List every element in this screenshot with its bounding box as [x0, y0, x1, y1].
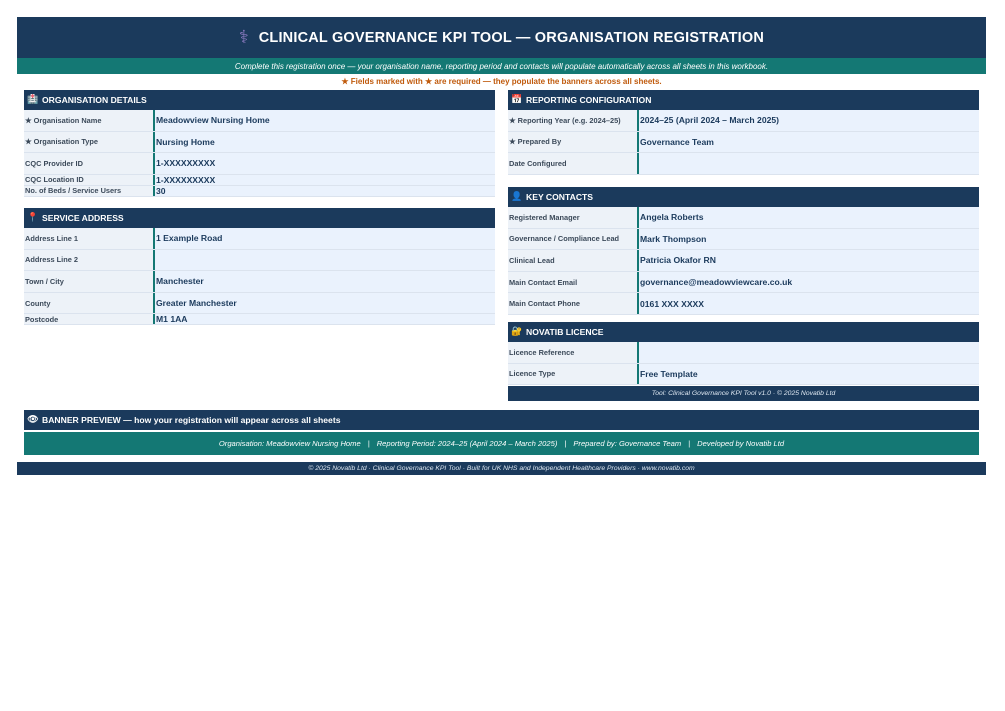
section-title: ORGANISATION DETAILS	[42, 95, 147, 105]
form-row	[24, 271, 495, 293]
caduceus-icon: ⚕	[238, 27, 249, 48]
field-label: Licence Reference	[508, 342, 639, 363]
field-label: County	[24, 293, 155, 314]
section-title: NOVATIB LICENCE	[526, 327, 604, 337]
section-header	[24, 208, 495, 228]
address-line-1-field[interactable]: 1 Example Road	[155, 228, 495, 249]
form-row	[24, 186, 495, 197]
postcode-field[interactable]: M1 1AA	[155, 314, 495, 324]
licence-section	[508, 322, 979, 401]
lock-icon: 🔐	[511, 327, 523, 337]
section-title: BANNER PREVIEW — how your registration will appear across all sheets	[42, 415, 341, 425]
form-row	[24, 250, 495, 272]
form-row	[24, 293, 495, 315]
section-header	[24, 90, 495, 110]
field-label: Postcode	[24, 314, 155, 324]
hospital-icon: 🏥	[27, 95, 39, 105]
service-address-section	[24, 208, 495, 325]
field-label: ★ Organisation Type	[24, 132, 155, 153]
field-label: ★ Prepared By	[508, 132, 639, 153]
key-contacts-section	[508, 187, 979, 315]
form-row	[24, 132, 495, 154]
registered-manager-field[interactable]: Angela Roberts	[639, 207, 979, 228]
licence-reference-field[interactable]	[639, 342, 979, 363]
field-label: ★ Reporting Year (e.g. 2024–25)	[508, 110, 639, 131]
page-title: CLINICAL GOVERNANCE KPI TOOL — ORGANISATION REGISTRATION	[258, 29, 765, 46]
field-label: Address Line 2	[24, 250, 155, 271]
field-label: Clinical Lead	[508, 250, 639, 271]
form-row	[508, 229, 979, 251]
field-label: ★ Organisation Name	[24, 110, 155, 131]
field-label: Registered Manager	[508, 207, 639, 228]
organisation-name-field[interactable]: Meadowview Nursing Home	[155, 110, 495, 131]
date-configured-field[interactable]	[639, 153, 979, 174]
form-row	[24, 228, 495, 250]
page-subtitle: Complete this registration once — your organisation name, reporting period and contacts will populate automatically across all sheets in this workbook.	[234, 61, 769, 71]
banner-reporting-period: Reporting Period: 2024–25 (April 2024 – March 2025)	[376, 439, 558, 448]
banner-separator: |	[564, 439, 567, 448]
form-row	[508, 132, 979, 154]
field-label: Governance / Compliance Lead	[508, 229, 639, 250]
clinical-lead-field[interactable]: Patricia Okafor RN	[639, 250, 979, 271]
address-line-2-field[interactable]	[155, 250, 495, 271]
field-label: CQC Provider ID	[24, 153, 155, 174]
reporting-configuration-section	[508, 90, 979, 175]
form-row	[508, 272, 979, 294]
banner-developer: Developed by Novatib Ltd	[697, 439, 785, 448]
subtitle-bar	[17, 58, 986, 74]
form-row	[24, 175, 495, 186]
organisation-type-field[interactable]: Nursing Home	[155, 132, 495, 153]
tool-credit: Tool: Clinical Governance KPI Tool v1.0 · © 2025 Novatib Ltd	[508, 386, 979, 401]
cqc-location-id-field[interactable]: 1-XXXXXXXXX	[155, 175, 495, 185]
form-row	[24, 110, 495, 132]
page-footer: © 2025 Novatib Ltd · Clinical Governance KPI Tool · Built for UK NHS and Independent Healthcare Providers · www.novatib.com	[17, 462, 986, 475]
field-label: Main Contact Phone	[508, 293, 639, 314]
form-row	[508, 364, 979, 386]
field-label: Address Line 1	[24, 228, 155, 249]
section-title: REPORTING CONFIGURATION	[526, 95, 652, 105]
county-field[interactable]: Greater Manchester	[155, 293, 495, 314]
person-icon: 👤	[511, 192, 523, 202]
field-label: Date Configured	[508, 153, 639, 174]
eye-icon: 👁	[27, 415, 39, 425]
form-row	[508, 110, 979, 132]
form-row	[508, 153, 979, 175]
organisation-details-section	[24, 90, 495, 197]
section-header	[508, 187, 979, 207]
field-label: Town / City	[24, 271, 155, 292]
form-row	[508, 293, 979, 315]
banner-preview	[24, 432, 979, 455]
cqc-provider-id-field[interactable]: 1-XXXXXXXXX	[155, 153, 495, 174]
form-row	[508, 207, 979, 229]
licence-type-field[interactable]: Free Template	[639, 364, 979, 385]
map-pin-icon: 📍	[27, 213, 39, 223]
field-label: Main Contact Email	[508, 272, 639, 293]
banner-prepared-by: Prepared by: Governance Team	[573, 439, 682, 448]
town-city-field[interactable]: Manchester	[155, 271, 495, 292]
main-contact-phone-field[interactable]: 0161 XXX XXXX	[639, 293, 979, 314]
reporting-year-field[interactable]: 2024–25 (April 2024 – March 2025)	[639, 110, 979, 131]
form-row	[508, 250, 979, 272]
required-note: ★ Fields marked with ★ are required — they populate the banners across all sheets.	[341, 77, 662, 86]
section-header	[508, 322, 979, 342]
main-contact-email-field[interactable]: governance@meadowviewcare.co.uk	[639, 272, 979, 293]
banner-preview-header	[24, 410, 979, 430]
section-title: KEY CONTACTS	[526, 192, 594, 202]
form-row	[508, 342, 979, 364]
beds-field[interactable]: 30	[155, 186, 495, 196]
section-header	[508, 90, 979, 110]
field-label: CQC Location ID	[24, 175, 155, 185]
section-title: SERVICE ADDRESS	[42, 213, 124, 223]
form-row	[24, 314, 495, 325]
field-label: Licence Type	[508, 364, 639, 385]
title-bar	[17, 17, 986, 58]
field-label: No. of Beds / Service Users	[24, 186, 155, 196]
banner-separator: |	[367, 439, 370, 448]
form-row	[24, 153, 495, 175]
calendar-icon: 📅	[511, 95, 523, 105]
governance-lead-field[interactable]: Mark Thompson	[639, 229, 979, 250]
prepared-by-field[interactable]: Governance Team	[639, 132, 979, 153]
banner-organisation: Organisation: Meadowview Nursing Home	[218, 439, 361, 448]
banner-separator: |	[688, 439, 691, 448]
